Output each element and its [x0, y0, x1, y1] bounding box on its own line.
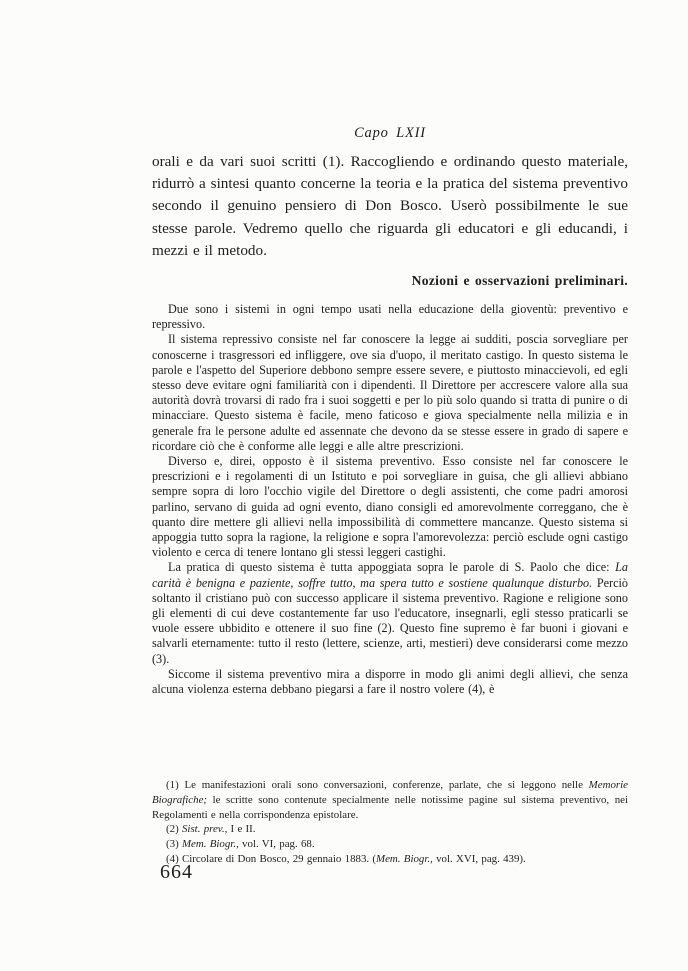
footnote-italic-title: Sist. prev.: [181, 823, 225, 836]
footnote-italic-title: Mem. Biogr.: [181, 838, 237, 851]
page-number: 664: [160, 861, 193, 883]
footnote-text: , vol. VI, pag. 68.: [236, 838, 315, 851]
paragraph-text: La pratica di questo sistema è tutta appoggiata sopra le parole di S. Paolo che dice:: [168, 560, 616, 575]
body-text: [152, 302, 628, 697]
paragraph-text: Due sono i sistemi in ogni tempo usati nella educazione della gioventù: preventivo e repressivo.: [152, 302, 628, 332]
paragraph-text: Siccome il sistema preventivo mira a disporre in modo gli animi degli allievi, che senza alcuna violenza esterna debbano piegarsi a fare il nostro volere (4), è: [152, 666, 628, 697]
intro-paragraph: orali e da vari suoi scritti (1). Raccogliendo e ordinando questo materiale, ridurrò a sintesi quanto concerne la teoria e la pratica del sistema preventivo secondo il genuino pensiero di Don Bosco. Userò possibilmente le sue stesse parole. Vedremo quello che riguarda gli educatori e gli educandi, i mezzi e il metodo.: [152, 153, 628, 259]
footnote-1: [152, 778, 628, 822]
footnote-3: [152, 837, 628, 852]
footnote-text: (4) Circolare di Don Bosco, 29 gennaio 1883. (: [166, 852, 377, 865]
footnote-text: le scritte sono contenute specialmente nelle notissime pagine sul sistema preventivo, nei Regolamenti e nella corrispondenza epistolare.: [152, 793, 628, 821]
paragraph-siccome: [152, 667, 628, 697]
paragraph-text: Perciò soltanto il cristiano può con successo applicare il sistema preventivo. Ragione e religione sono gli elementi di cui deve costantemente far uso l'educatore, insegnarli, egli stesso praticarli se vuole essere ubbidito e ottenere il suo fine (2). Questo fine supremo è far buoni i giovani e salvarli eternamente: tutto il resto (lettere, scienze, arti, mestieri) deve considerarsi come mezzo (3).: [152, 575, 628, 666]
intro-block: [152, 151, 628, 262]
paragraph-pratica-s-paolo: [152, 560, 628, 666]
footnote-4: [152, 852, 628, 867]
footnote-text: (3): [166, 838, 182, 851]
footnote-italic-title: Mem. Biogr.: [376, 852, 431, 865]
paragraph-text: Diverso e, direi, opposto è il sistema preventivo. Esso consiste nel far conoscere le prescrizioni e i regolamenti di un Istituto e poi sorvegliare in guisa, che gli allievi abbiano sempre sopra di loro l'occhio vigile del Direttore o degli assistenti, che come padri amorosi parlino, servano di guida ad ogni evento, diano consigli ed amorevolmente correggano, che è quanto dire mettere gli allievi nella impossibilità di commettere mancanze. Questo sistema si appoggia tutto sopra la ragione, la religione e sopra l'amorevolezza: perciò esclude ogni castigo violento e cerca di tenere lontano gli stessi leggeri castighi.: [152, 454, 628, 560]
running-head: Capo LXII: [354, 125, 426, 141]
footnote-text: , vol. XVI, pag. 439).: [430, 852, 526, 865]
footnote-italic-title: Memorie Biografiche;: [152, 779, 628, 806]
footnote-2: [152, 822, 628, 837]
footnote-text: (1) Le manifestazioni orali sono conversazioni, conferenze, parlate, che si leggono nelle: [166, 779, 589, 791]
section-heading: Nozioni e osservazioni preliminari.: [411, 273, 628, 288]
paragraph-text: Il sistema repressivo consiste nel far conoscere la legge ai sudditi, poscia sorvegliare per conoscerne i trasgressori ed infliggere, ove sia d'uopo, il meritato castigo. In questo sistema le parole e l'aspetto del Superiore debbono sempre essere severe, e piuttosto minaccievoli, ed egli stesso deve evitare ogni familiarità con i dipendenti. Il Direttore per accrescere valore alla sua autorità dovrà trovarsi di rado fra i suoi soggetti e per lo più solo quando si tratta di punire o di minacciare. Questo sistema è facile, meno faticoso e giova specialmente nella milizia e in generale fra le persone adulte ed assennate che devono da se stesse essere in grado di sapere e ricordare ciò che è conforme alle leggi e alle altre prescrizioni.: [152, 332, 628, 453]
paragraph-sistema-repressivo: [152, 332, 628, 454]
footnotes-block: [152, 778, 628, 867]
footnote-text: (2): [166, 823, 182, 836]
quote-italic-text: La carità è benigna e paziente, soffre tutto, ma spera tutto e sostiene qualunque disturbo.: [152, 560, 628, 590]
footnote-text: , I e II.: [224, 823, 256, 836]
paragraph-sistema-preventivo: [152, 454, 628, 560]
paragraph-sistemi: [152, 302, 628, 332]
